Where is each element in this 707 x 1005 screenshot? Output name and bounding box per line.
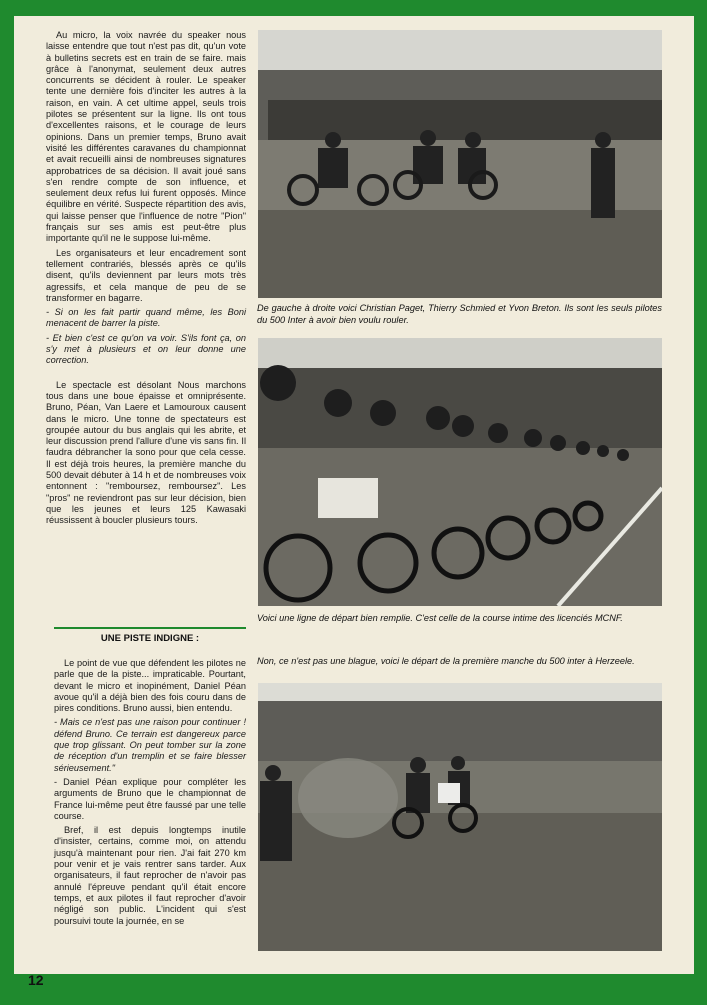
paragraph-gap: [46, 370, 246, 380]
article-paragraph: Au micro, la voix navrée du speaker nous laisse entendre que tout n'est pas dit, qu'un vote à bulletins secrets est en train de se faire. mais grâce à l'anonymat, seulement deux autres concurrents se décident à rouler. Le speaker tente une dernière fois d'inciter les autres à la raison, en vain. A cet ultime appel, seuls trois pilotes se présentent sur la ligne. Ils ont tous d'excellentes raisons, et le courage de leurs opinions. Dans un premier temps, Bruno avait visité les différentes caravanes du championnat et avait recueilli ainsi de nombreuses signatures approbatrices de sa décision. Il avait joué sans s'en rendre compte de son influence, et seulement deux refus lui furent opposés. Mince équilibre en vérité. Suspecte répartition des avis, qui laisse penser que l'influence de notre "Pion" français sur ses amis est peut-être plus importante qu'il ne le suppose lui-même.: [46, 30, 246, 244]
photo-start-line: [258, 338, 662, 606]
article-paragraph: Le point de vue que défendent les pilotes ne parle que de la piste... impraticable. Pourtant, devant le micro et inopinément, Daniel Péan avoue qu'il a déjà bien des fois couru dans de pires conditions. Bruno aussi, bien entendu.: [54, 658, 246, 714]
article-paragraph: - Mais ce n'est pas une raison pour continuer ! défend Bruno. Ce terrain est dangereux parce que trop glissant. On peut tomber sur la zone de réception d'un tremplin et se faire blesser sérieusement.": [54, 717, 246, 773]
photo-three-riders: [258, 30, 662, 298]
photo-caption-2: Voici une ligne de départ bien remplie. C'est celle de la course intime des licenciés MCNF.: [257, 613, 623, 623]
photo-caption-1: De gauche à droite voici Christian Paget, Thierry Schmied et Yvon Breton. Ils sont les seuls pilotes du 500 Inter à avoir bien voulu rouler.: [257, 303, 662, 325]
photo-mud-race: [258, 683, 662, 951]
section-heading: UNE PISTE INDIGNE :: [54, 627, 246, 644]
article-paragraph: - Et bien c'est ce qu'on va voir. S'ils font ça, on s'y met à plusieurs et on leur donne une correction.: [46, 332, 246, 366]
article-paragraph: Bref, il est depuis longtemps inutile d'insister, certains, comme moi, on attendu jusqu'à maintenant pour rien. J'ai fait 270 km pour venir et je vais rentrer sans tarder. Aux organisateurs, il faut reprocher de n'avoir pas annulé l'épreuve pendant qu'il était encore temps, et aux pilotes il faut reprocher d'avoir négligé son public. L'incident qui s'est poursuivi toute la journée, en se: [54, 825, 246, 926]
article-column-top: [46, 30, 246, 529]
photo-caption-3: Non, ce n'est pas une blague, voici le départ de la première manche du 500 inter à Herzeele.: [257, 656, 635, 666]
article-column-bottom: [54, 658, 246, 930]
article-paragraph: Les organisateurs et leur encadrement sont tellement contrariés, blessés après ce qu'ils disent, qu'ils deviennent par leurs mots très agressifs, et cela manque de peu de se transformer en bagarre.: [46, 247, 246, 303]
article-paragraph: - Daniel Péan explique pour compléter les arguments de Bruno que le championnat de France lui-même peut être faussé par une telle course.: [54, 776, 246, 821]
page-number: 12: [28, 972, 44, 988]
article-paragraph: Le spectacle est désolant Nous marchons tous dans une boue épaisse et omniprésente. Bruno, Péan, Van Laere et Lamouroux causent dans le micro. Une tonne de spectateurs est groupée autour du bus anglais qui les abrite, et leur discussion prend l'allure d'une vis sans fin. Il faudra débrancher la sono pour que cela cesse. Il est déjà trois heures, la première manche du 500 devait débuter à 14 h et de nombreuses voix entonnent : "remboursez, remboursez". Les "pros" ne reviendront pas sur leur décision, bien que les jeunes et leurs 125 Kawasaki réussissent à boucler plusieurs tours.: [46, 379, 246, 526]
article-paragraph: - Si on les fait partir quand même, les Boni menacent de barrer la piste.: [46, 307, 246, 329]
